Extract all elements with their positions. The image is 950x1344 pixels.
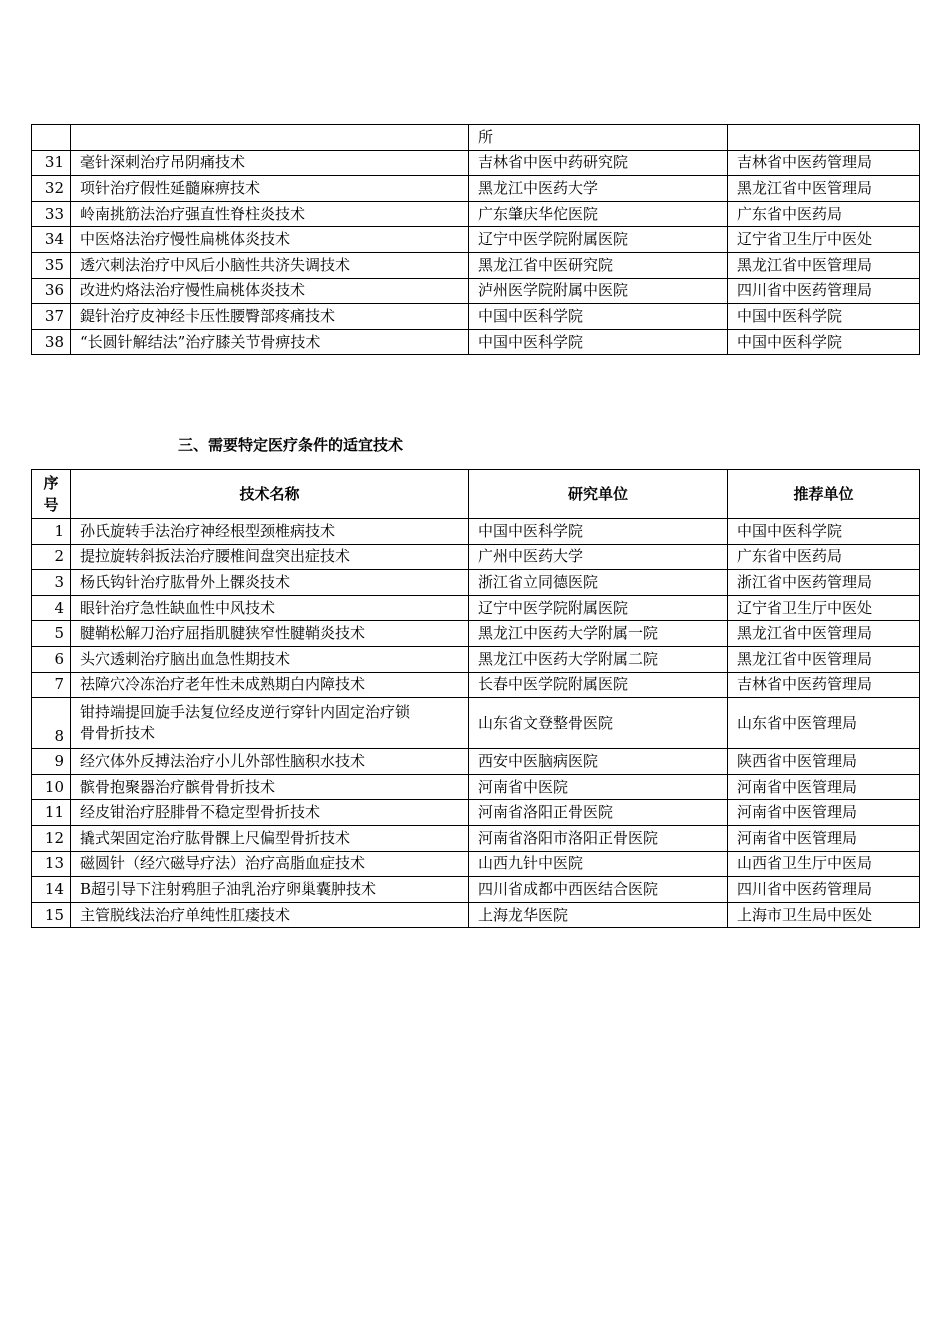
table-row [32,621,920,647]
technology-name: 杨氏钩针治疗肱骨外上髁炎技术 [71,570,469,596]
table-row [32,774,920,800]
research-institution: 山东省文登整骨医院 [469,698,728,749]
research-institution: 河南省洛阳市洛阳正骨医院 [469,825,728,851]
research-institution: 黑龙江中医药大学 [469,176,728,202]
row-number: 32 [32,176,71,202]
recommending-unit: 黑龙江省中医管理局 [728,621,920,647]
row-number [32,125,71,151]
research-institution: 广州中医药大学 [469,544,728,570]
header-technology-name: 技术名称 [71,470,469,519]
table-row [32,519,920,545]
table-row [32,329,920,355]
technology-name: 透穴刺法治疗中风后小脑性共济失调技术 [71,252,469,278]
row-number: 6 [32,646,71,672]
technology-name: 头穴透刺治疗脑出血急性期技术 [71,646,469,672]
technology-name: 提拉旋转斜扳法治疗腰椎间盘突出症技术 [71,544,469,570]
recommending-unit: 河南省中医管理局 [728,774,920,800]
technology-name: 毫针深刺治疗吊阴痛技术 [71,150,469,176]
recommending-unit: 中国中医科学院 [728,329,920,355]
technology-name [71,125,469,151]
research-institution: 河南省洛阳正骨医院 [469,800,728,826]
table-header-row [32,470,920,519]
row-number: 14 [32,877,71,903]
row-number: 35 [32,252,71,278]
technology-name: 主管脱线法治疗单纯性肛瘘技术 [71,902,469,928]
row-number: 36 [32,278,71,304]
row-number: 31 [32,150,71,176]
technology-name: 撬式架固定治疗肱骨髁上尺偏型骨折技术 [71,825,469,851]
technology-name: 孙氏旋转手法治疗神经根型颈椎病技术 [71,519,469,545]
technology-name: “长圆针解结法”治疗膝关节骨痹技术 [71,329,469,355]
research-institution: 黑龙江中医药大学附属二院 [469,646,728,672]
research-institution: 中国中医科学院 [469,329,728,355]
table-row [32,252,920,278]
research-institution: 山西九针中医院 [469,851,728,877]
row-number: 11 [32,800,71,826]
table-row [32,749,920,775]
row-number: 5 [32,621,71,647]
row-number: 37 [32,304,71,330]
table-row [32,278,920,304]
research-institution: 所 [469,125,728,151]
recommending-unit: 中国中医科学院 [728,304,920,330]
research-institution: 吉林省中医中药研究院 [469,150,728,176]
row-number: 38 [32,329,71,355]
table-row [32,201,920,227]
header-num-line2: 号 [43,496,59,514]
recommending-unit: 广东省中医药局 [728,544,920,570]
recommending-unit: 黑龙江省中医管理局 [728,252,920,278]
row-number: 1 [32,519,71,545]
header-research-institution: 研究单位 [469,470,728,519]
table-row [32,150,920,176]
recommending-unit: 辽宁省卫生厅中医处 [728,595,920,621]
recommending-unit: 浙江省中医药管理局 [728,570,920,596]
table-row [32,304,920,330]
header-serial-number [32,470,71,519]
technology-name: 腱鞘松解刀治疗屈指肌腱狭窄性腱鞘炎技术 [71,621,469,647]
technology-name: 中医烙法治疗慢性扁桃体炎技术 [71,227,469,253]
row-number: 4 [32,595,71,621]
special-conditions-technology-table [31,469,920,928]
technology-name-line1: 钳持端提回旋手法复位经皮逆行穿针内固定治疗锁 [80,703,411,722]
technology-name: 祛障穴冷冻治疗老年性未成熟期白内障技术 [71,672,469,698]
recommending-unit: 吉林省中医药管理局 [728,150,920,176]
technology-name: 经皮钳治疗胫腓骨不稳定型骨折技术 [71,800,469,826]
recommending-unit: 上海市卫生局中医处 [728,902,920,928]
section-title: 三、需要特定医疗条件的适宜技术 [178,436,404,454]
recommending-unit: 河南省中医管理局 [728,825,920,851]
technology-name: 眼针治疗急性缺血性中风技术 [71,595,469,621]
row-number: 2 [32,544,71,570]
technology-name: B超引导下注射鸦胆子油乳治疗卵巢囊肿技术 [71,877,469,903]
research-institution: 黑龙江中医药大学附属一院 [469,621,728,647]
recommending-unit: 河南省中医管理局 [728,800,920,826]
table-row [32,176,920,202]
technology-name: 磁圆针（经穴磁导疗法）治疗高脂血症技术 [71,851,469,877]
research-institution: 长春中医学院附属医院 [469,672,728,698]
row-number: 7 [32,672,71,698]
row-number: 34 [32,227,71,253]
research-institution: 西安中医脑病医院 [469,749,728,775]
row-number: 8 [32,698,71,749]
technology-name: 岭南挑筋法治疗强直性脊柱炎技术 [71,201,469,227]
recommending-unit: 陕西省中医管理局 [728,749,920,775]
table-row [32,902,920,928]
research-institution: 上海龙华医院 [469,902,728,928]
table-row [32,800,920,826]
technology-table-continued [31,124,920,355]
research-institution: 广东肇庆华佗医院 [469,201,728,227]
research-institution: 中国中医科学院 [469,519,728,545]
technology-name: 鍉针治疗皮神经卡压性腰臀部疼痛技术 [71,304,469,330]
recommending-unit: 黑龙江省中医管理局 [728,646,920,672]
table-body [32,125,920,355]
technology-name: 项针治疗假性延髓麻痹技术 [71,176,469,202]
table-row [32,227,920,253]
header-recommending-unit: 推荐单位 [728,470,920,519]
row-number: 3 [32,570,71,596]
research-institution: 河南省中医院 [469,774,728,800]
recommending-unit: 中国中医科学院 [728,519,920,545]
research-institution: 中国中医科学院 [469,304,728,330]
row-number: 10 [32,774,71,800]
row-number: 33 [32,201,71,227]
header-num-line1: 序 [43,474,59,492]
recommending-unit: 山东省中医管理局 [728,698,920,749]
continuation-row [32,125,920,151]
technology-name: 髌骨抱聚器治疗髌骨骨折技术 [71,774,469,800]
research-institution: 辽宁中医学院附属医院 [469,595,728,621]
research-institution: 浙江省立同德医院 [469,570,728,596]
row-number: 13 [32,851,71,877]
table-row [32,851,920,877]
recommending-unit: 四川省中医药管理局 [728,877,920,903]
recommending-unit: 广东省中医药局 [728,201,920,227]
recommending-unit: 山西省卫生厅中医局 [728,851,920,877]
table-body [32,519,920,928]
research-institution: 辽宁中医学院附属医院 [469,227,728,253]
table-row [32,698,920,749]
recommending-unit: 四川省中医药管理局 [728,278,920,304]
table-row [32,877,920,903]
research-institution: 泸州医学院附属中医院 [469,278,728,304]
research-institution: 黑龙江省中医研究院 [469,252,728,278]
recommending-unit: 辽宁省卫生厅中医处 [728,227,920,253]
row-number: 15 [32,902,71,928]
technology-name: 经穴体外反搏法治疗小儿外部性脑积水技术 [71,749,469,775]
recommending-unit [728,125,920,151]
technology-name-line2: 骨骨折技术 [80,724,156,743]
row-number: 12 [32,825,71,851]
table-row [32,570,920,596]
row-number: 9 [32,749,71,775]
table-row [32,825,920,851]
technology-name: 改进灼烙法治疗慢性扁桃体炎技术 [71,278,469,304]
recommending-unit: 黑龙江省中医管理局 [728,176,920,202]
table-row [32,544,920,570]
table-row [32,672,920,698]
recommending-unit: 吉林省中医药管理局 [728,672,920,698]
table-row [32,646,920,672]
table-row [32,595,920,621]
technology-name [71,698,469,749]
research-institution: 四川省成都中西医结合医院 [469,877,728,903]
